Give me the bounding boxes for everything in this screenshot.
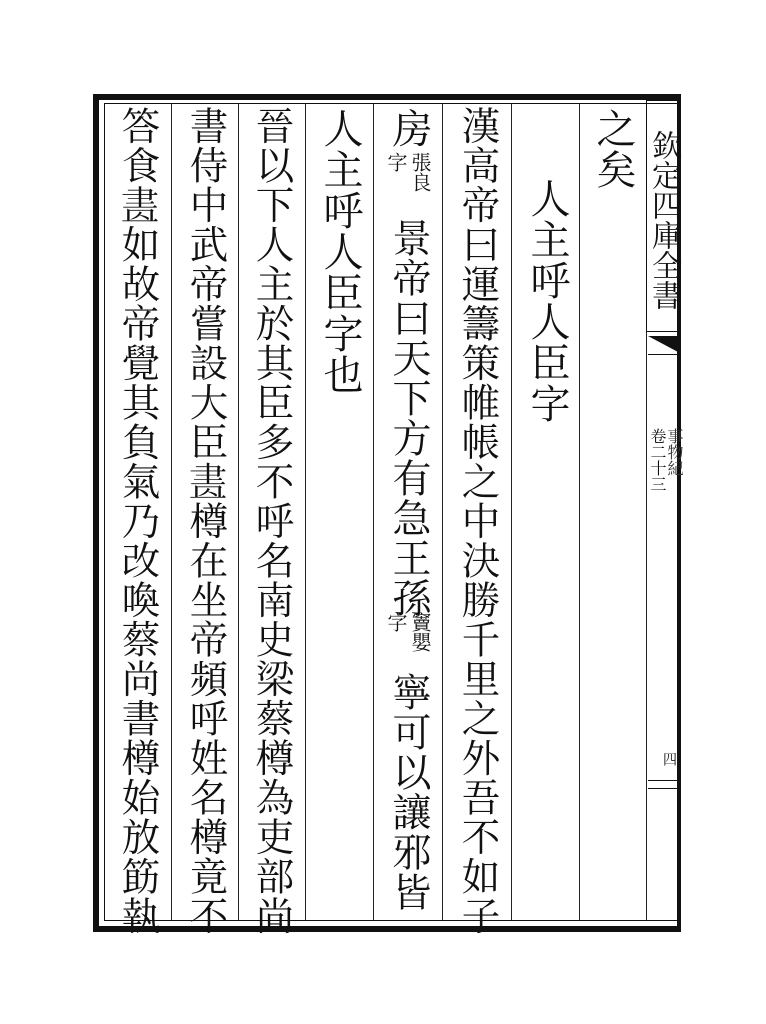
column-rule xyxy=(305,104,306,920)
column-rule xyxy=(171,104,172,920)
note-right: 張良 xyxy=(408,152,432,192)
note-left: 字 xyxy=(384,612,408,632)
text-column-3: 漢高帝曰運籌策帷帳之中決勝千里之外吾不如子 xyxy=(455,106,501,936)
lower-fishtail-line xyxy=(648,780,678,781)
column-rule xyxy=(238,104,239,920)
text-column-4a: 房 xyxy=(386,108,432,149)
text-column-4b: 景帝曰天下方有急王孫 xyxy=(386,218,431,618)
lower-fishtail-line xyxy=(648,788,678,789)
page-number: 四 xyxy=(661,752,677,766)
text-column-6: 晉以下人主於其臣多不呼名南史梁蔡樽為吏部尚 xyxy=(249,106,295,936)
column-rule xyxy=(373,104,374,920)
note-right: 竇嬰 xyxy=(408,612,432,652)
text-column-4c: 寧可以讓邪皆 xyxy=(386,672,431,912)
interlinear-note-2 xyxy=(386,612,430,652)
interlinear-note-1 xyxy=(386,152,430,192)
column-rule xyxy=(579,104,580,920)
book-series-title: 欽定四庫全書 xyxy=(646,100,680,332)
text-column-7: 書侍中武帝嘗設大臣𦘕樽在坐帝頻呼姓名樽竟不 xyxy=(183,106,229,936)
text-column-5: 人主呼人臣字也 xyxy=(317,108,363,395)
column-rule xyxy=(442,104,443,920)
text-column-2: 人主呼人臣字 xyxy=(524,178,570,424)
note-left: 字 xyxy=(384,152,408,172)
fishtail-mark xyxy=(648,336,678,352)
fishtail-line xyxy=(648,354,678,355)
column-rule xyxy=(511,104,512,920)
book-title: 事物紀 xyxy=(665,428,684,476)
text-column-1: 之矣 xyxy=(590,108,636,190)
text-column-8: 答食𦘕如故帝覺其負氣乃改喚蔡尚書樽始放筯執 xyxy=(115,106,161,936)
volume-label: 卷二十三 xyxy=(648,428,667,492)
